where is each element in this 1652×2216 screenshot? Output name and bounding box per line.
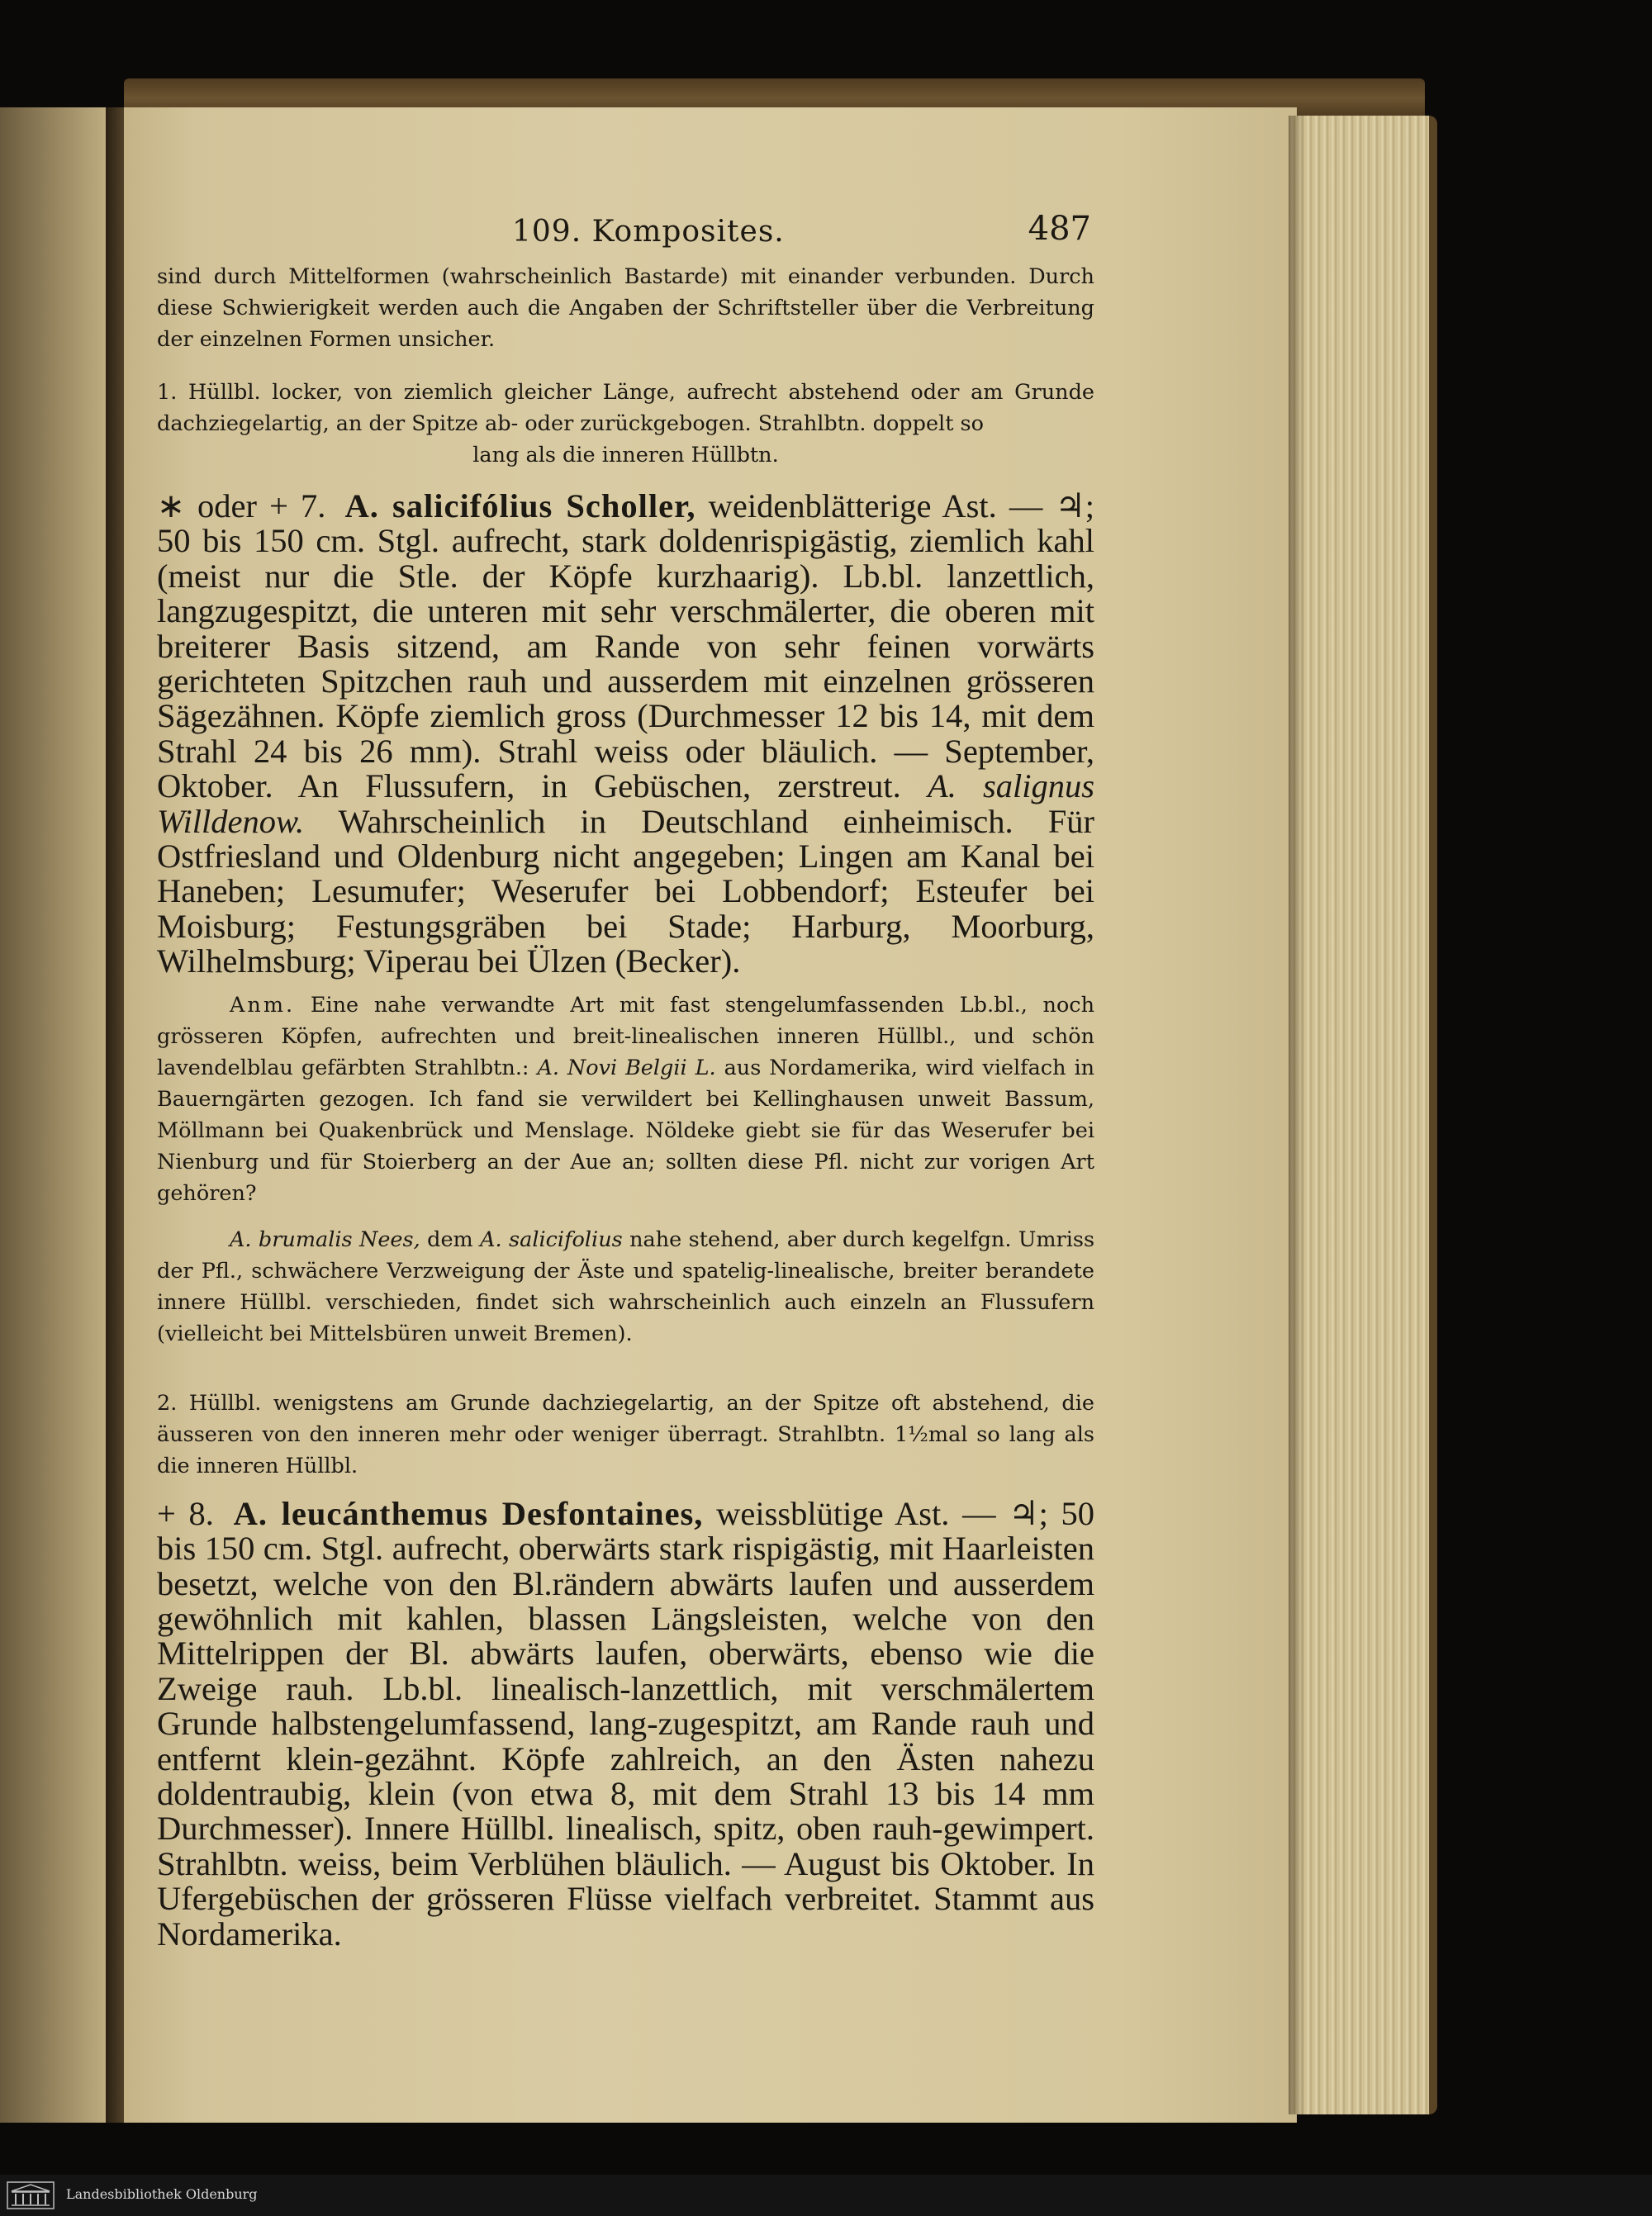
species-8-name: A. leucánthemus Desfontaines,: [233, 1494, 704, 1532]
intro-paragraph: sind durch Mittelformen (wahrscheinlich Bastarde) mit einander verbunden. Durch diese Schwierigkeit werden auch die Angaben der Schriftsteller über die Verbreitung der einzelnen Formen unsicher.: [157, 264, 1094, 352]
species-8-body: weissblütige Ast. — ♃; 50 bis 150 cm. Stgl. aufrecht, oberwärts stark rispigästig, mit Haarleisten besetzt, welche von den Bl.rändern abwärts laufen und ausserdem gewöhnlich mit kahlen, blassen Längsleisten, welche von den Mittelrippen der Bl. abwärts laufen, oberwärts, ebenso wie die Zweige rauh. Lb.bl. linealisch-lanzettlich, mit verschmälertem Grunde halbstengelumfassend, lang-zugespitzt, am Rande rauh und entfernt klein-gezähnt. Köpfe zahlreich, an den Ästen nahezu doldentraubig, klein (von etwa 8, mit dem Strahl 13 bis 14 mm Durchmesser). Innere Hüllbl. linealisch, spitz, oben rauh-gewimpert. Strahlbtn. weiss, beim Verblühen bläulich. — August bis Oktober. In Ufergebüschen der grösseren Flüsse vielfach verbreitet. Stammt aus Nordamerika.: [157, 1494, 1095, 1953]
annotation-label: Anm.: [230, 992, 296, 1018]
annotation-1-text-a: Eine nahe verwandte Art mit fast stengelumfassenden Lb.bl., noch grösseren Köpfen, aufrechten und breit-linealischen inneren Hüllbl., und schön lavendelblau gefärbten Strahlbtn.:: [157, 992, 1095, 1080]
key-item-1-text: 1. Hüllbl. locker, von ziemlich gleicher Länge, aufrecht abstehend oder am Grunde dachziegelartig, an der Spitze ab- oder zurückgebogen. Strahlbtn. doppelt so: [157, 380, 1094, 436]
page-text-block: [157, 206, 1094, 1952]
species-7-body-end: Wahrscheinlich in Deutschland einheimisch. Für Ostfriesland und Oldenburg nicht angegeben; Lingen am Kanal bei Haneben; Lesumufer; Weserufer bei Lobbendorf; Esteufer bei Moisburg; Festungsgräben bei Stade; Harburg, Moorburg, Wilhelmsburg; Viperau bei Ülzen (Becker).: [157, 802, 1094, 980]
key-item-2-last-line: als die inneren Hüllbl.: [157, 1421, 1094, 1478]
species-8-entry: [157, 1494, 1095, 1953]
annotation-2-text-b: nahe stehend, aber durch kegelfgn. Umriss der Pfl., schwächere Verzweigung der Äste und spatelig-linealische, breiter berandete innere Hüllbl. verschieden, findet sich wahrscheinlich auch einzeln an Flussufern (vielleicht bei Mittelsbüren unweit Bremen).: [157, 1227, 1095, 1346]
annotation-2: [157, 1224, 1094, 1350]
key-item-1-last-line: lang als die inneren Hüllbtn.: [472, 443, 779, 467]
species-8-prefix: + 8.: [157, 1494, 214, 1532]
left-page-edge: [0, 107, 112, 2123]
annotation-2-ref: A. salicifolius: [480, 1227, 623, 1252]
species-7-entry: [157, 489, 1094, 980]
running-title: 109. Komposites.: [512, 215, 785, 249]
running-header: [157, 206, 1094, 261]
species-7-name: A. salicifólius Scholler,: [344, 487, 696, 524]
page-edge-shadow: [1289, 116, 1305, 2114]
page-number: 487: [1028, 210, 1091, 248]
species-7-body-start: weidenblätterige Ast. — ♃; 50 bis 150 cm. Stgl. aufrecht, stark doldenrispigästig, ziemlich kahl (meist nur die Stle. der Köpfe kurzhaarig). Lb.bl. lanzettlich, langzugespitzt, die unteren mit sehr verschmälerter, die oberen mit breiterer Basis sitzend, am Rande von sehr feinen vorwärts gerichteten Spitzchen rauh und ausserdem mit einzelnen grösseren Sägezähnen. Köpfe ziemlich gross (Durchmesser 12 bis 14, mit dem Strahl 24 bis 26 mm). Strahl weiss oder bläulich. — September, Oktober. An Flussufern, in Gebüschen, zerstreut.: [157, 487, 1095, 805]
page-block-edges: [1289, 116, 1437, 2114]
annotation-2-species: A. brumalis Nees,: [230, 1227, 420, 1252]
key-item-2-text: 2. Hüllbl. wenigstens am Grunde dachziegelartig, an der Spitze oft abstehend, die äusseren von den inneren mehr oder weniger überragt. Strahlbtn. 1½mal so lang: [157, 1390, 1094, 1447]
library-building-icon: [7, 2181, 55, 2209]
species-7-prefix: ∗ oder + 7.: [157, 487, 326, 524]
footer-bar: [0, 2175, 1652, 2216]
annotation-2-text-a: dem: [427, 1227, 473, 1252]
library-name: Landesbibliothek Oldenburg: [66, 2186, 258, 2202]
annotation-1-text-b: aus Nordamerika, wird vielfach in Bauerngärten gezogen. Ich fand sie verwildert bei Kellinghausen unweit Bassum, Möllmann bei Quakenbrück und Menslage. Nöldeke giebt sie für das Weserufer bei Nienburg und für Stoierberg an der Aue an; sollten diese Pfl. nicht zur vorigen Art gehören?: [157, 1055, 1095, 1206]
key-item-2: [157, 1388, 1094, 1482]
annotation-1: [157, 989, 1094, 1209]
species-7-synonym: A. salignus Willdenow.: [157, 767, 1095, 840]
key-item-1: [157, 377, 1094, 471]
annotation-1-species: A. Novi Belgii L.: [537, 1055, 716, 1080]
